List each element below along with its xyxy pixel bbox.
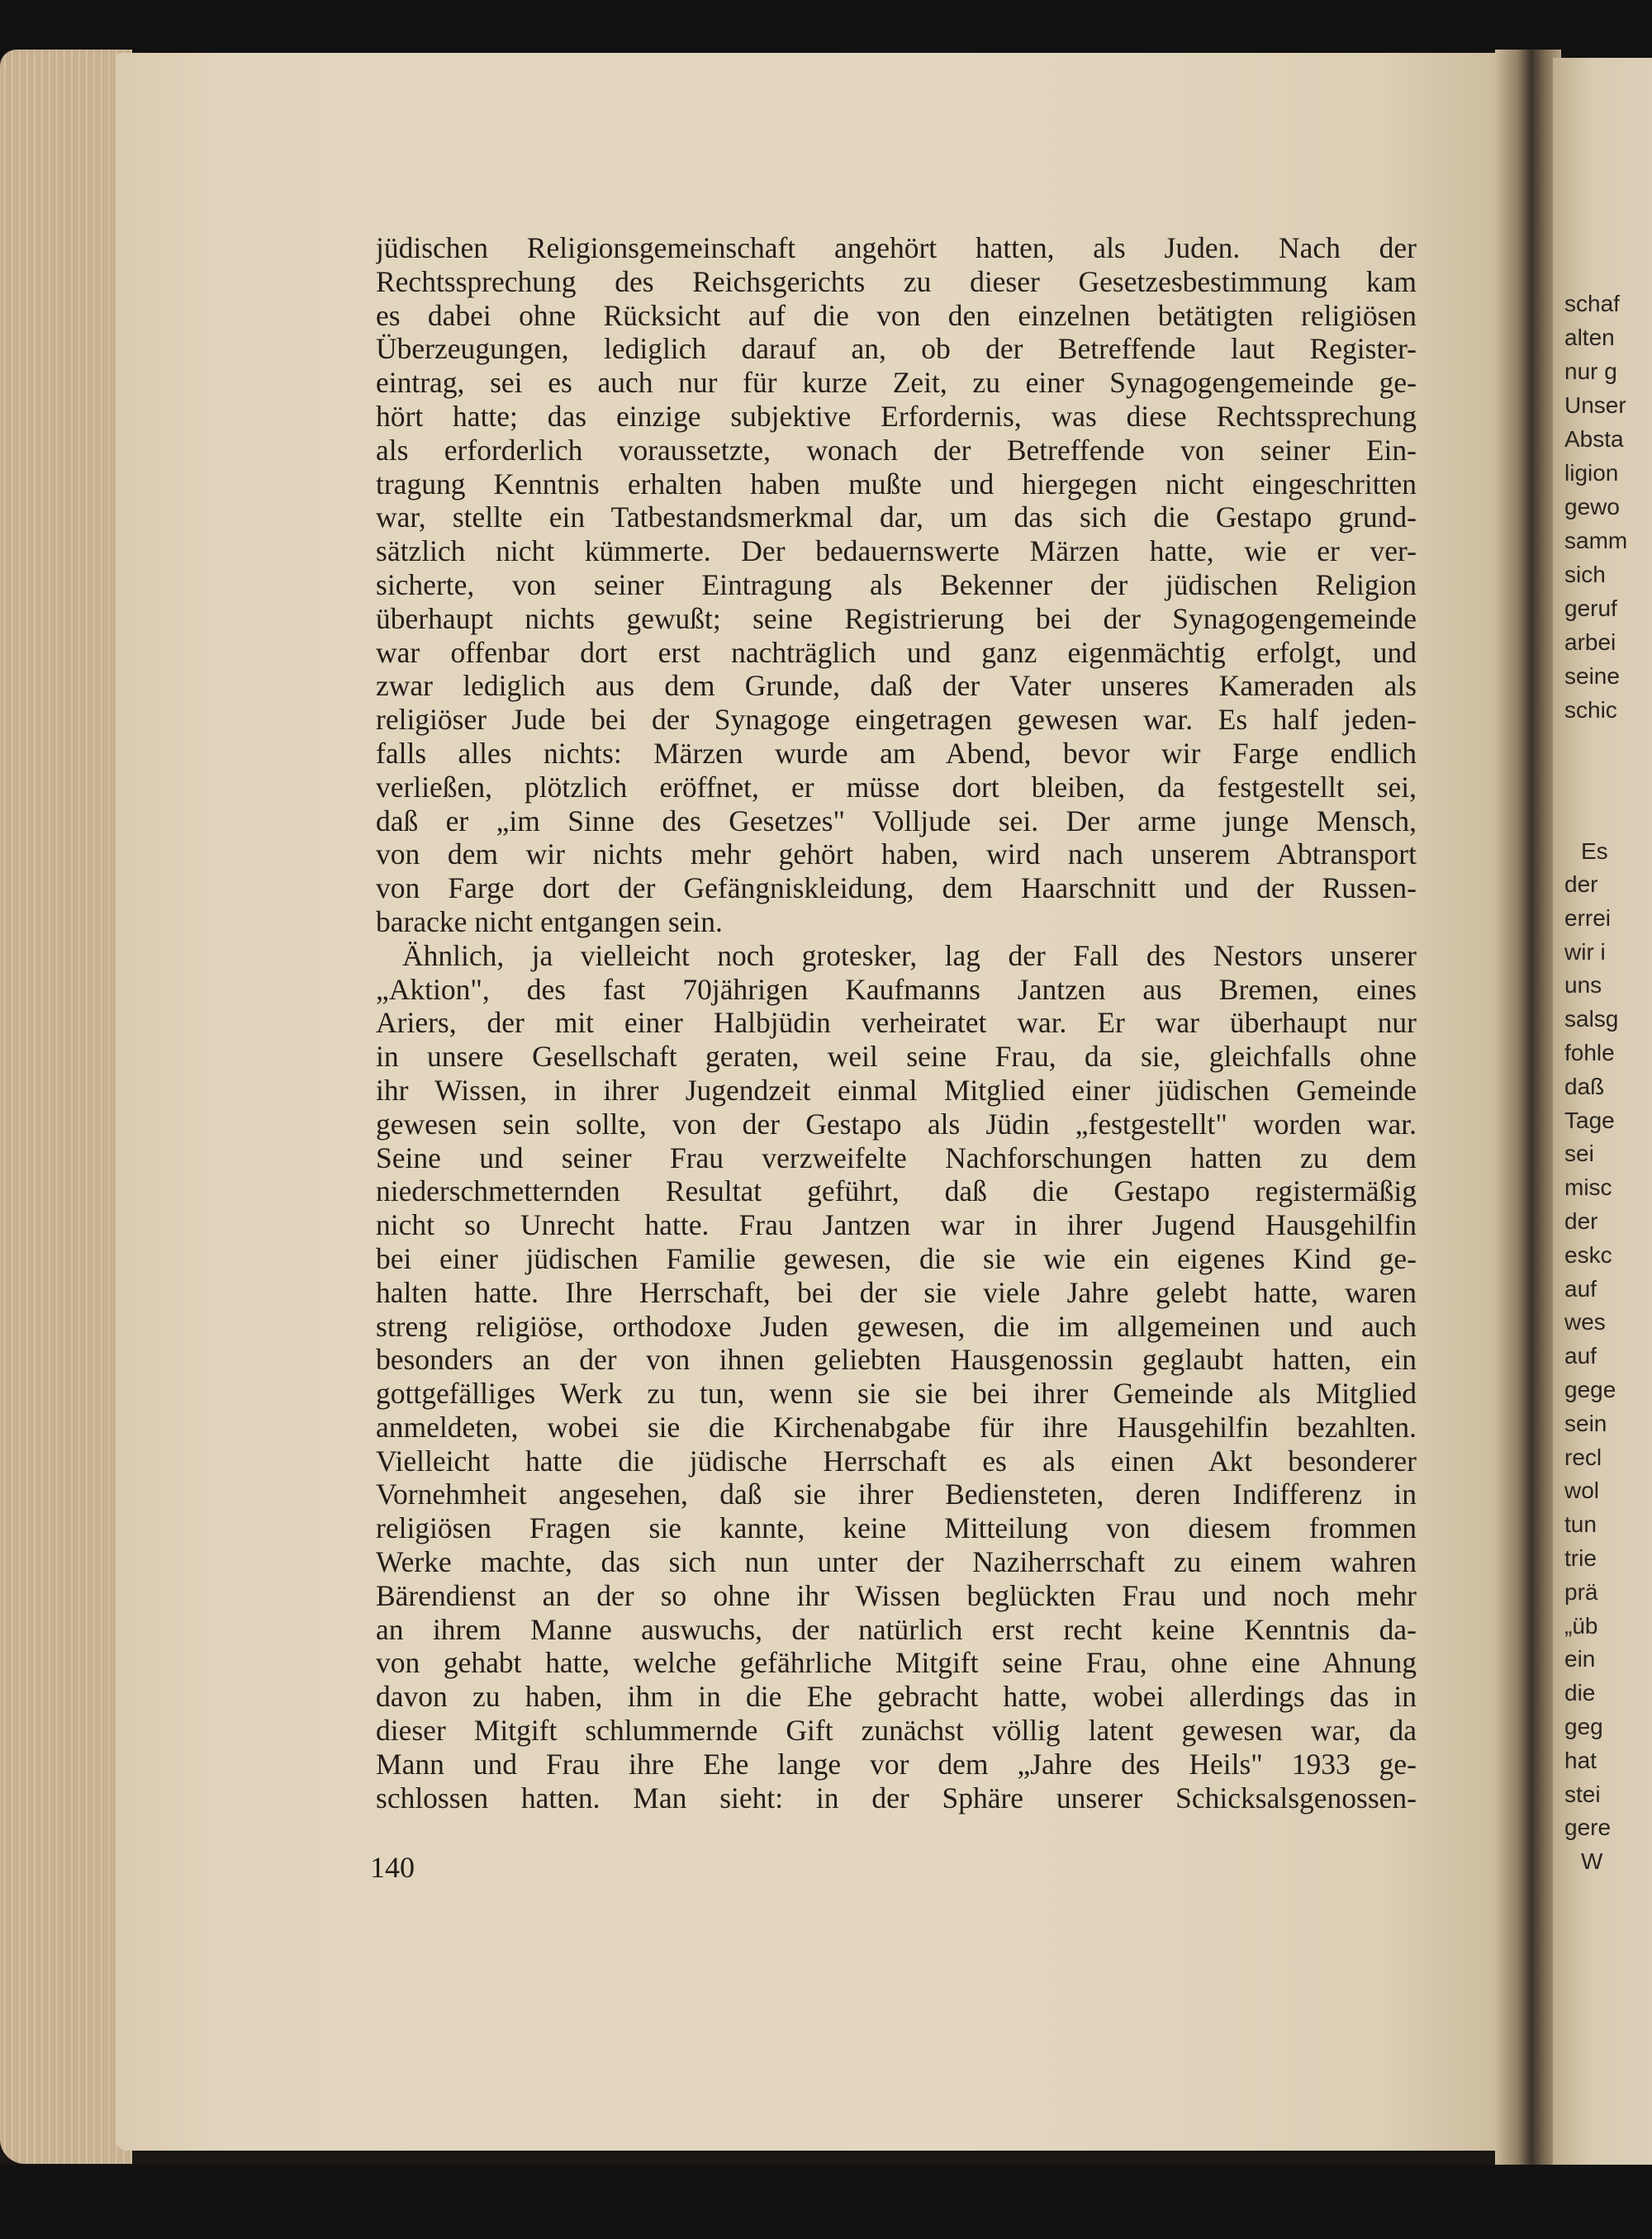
text-line: von dem wir nichts mehr gehört haben, wird nach unserem Abtransport bbox=[376, 837, 1417, 871]
text-line: hört hatte; das einzige subjektive Erfordernis, was diese Rechtssprechung bbox=[376, 399, 1417, 433]
text-line: „Aktion", des fast 70jährigen Kaufmanns Jantzen aus Bremen, eines bbox=[376, 972, 1417, 1006]
facing-page-fragment: auf bbox=[1564, 1343, 1597, 1369]
facing-page-fragment: W bbox=[1581, 1848, 1603, 1875]
text-line: in unsere Gesellschaft geraten, weil seine Frau, da sie, gleichfalls ohne bbox=[376, 1040, 1417, 1074]
text-line: anmeldeten, wobei sie die Kirchenabgabe für ihre Hausgehilfin bezahlten. bbox=[376, 1410, 1417, 1444]
text-line: war, stellte ein Tatbestandsmerkmal dar, um das sich die Gestapo grund- bbox=[376, 500, 1417, 534]
text-line: war offenbar dort erst nachträglich und ganz eigenmächtig erfolgt, und bbox=[376, 635, 1417, 669]
text-line: an ihrem Manne auswuchs, der natürlich erst recht keine Kenntnis da- bbox=[376, 1612, 1417, 1646]
facing-page-fragment: prä bbox=[1564, 1578, 1598, 1605]
facing-page-fragment: eskc bbox=[1564, 1241, 1612, 1268]
facing-page-fragment: Tage bbox=[1564, 1107, 1615, 1133]
facing-page-fragment: der bbox=[1564, 1208, 1598, 1234]
text-line: sätzlich nicht kümmerte. Der bedauernswerte Märzen hatte, wie er ver- bbox=[376, 534, 1417, 568]
facing-page-fragment: der bbox=[1564, 871, 1598, 897]
text-line: Ähnlich, ja vielleicht noch grotesker, lag der Fall des Nestors unserer bbox=[402, 938, 1417, 972]
page-number: 140 bbox=[370, 1851, 415, 1884]
text-line: daß er „im Sinne des Gesetzes" Volljude sei. Der arme junge Mensch, bbox=[376, 804, 1417, 837]
facing-page-fragment: Unser bbox=[1564, 392, 1626, 418]
facing-page-fragment: sich bbox=[1564, 562, 1606, 587]
text-line: Bärendienst an der so ohne ihr Wissen beglückten Frau und noch mehr bbox=[376, 1578, 1417, 1612]
facing-page-fragment: wol bbox=[1564, 1478, 1600, 1504]
text-line: verließen, plötzlich eröffnet, er müsse dort bleiben, da festgestellt sei, bbox=[376, 770, 1417, 804]
facing-page-fragment: recl bbox=[1564, 1444, 1602, 1470]
facing-page-fragment: geg bbox=[1564, 1714, 1603, 1739]
text-line: Rechtssprechung des Reichsgerichts zu dieser Gesetzesbestimmung kam bbox=[376, 264, 1417, 298]
text-line: überhaupt nichts gewußt; seine Registrierung bei der Synagogengemeinde bbox=[376, 601, 1417, 635]
text-line: Vornehmheit angesehen, daß sie ihrer Bediensteten, deren Indifferenz in bbox=[376, 1478, 1417, 1511]
facing-page-fragment: fohle bbox=[1564, 1040, 1615, 1065]
page-body-text bbox=[376, 231, 1417, 1814]
text-line: Seine und seiner Frau verzweifelte Nachforschungen hatten zu dem bbox=[376, 1141, 1417, 1174]
text-line: Überzeugungen, lediglich darauf an, ob der Betreffende laut Register- bbox=[376, 332, 1417, 366]
facing-page-fragment: die bbox=[1564, 1680, 1596, 1706]
text-line: Werke machte, das sich nun unter der Naziherrschaft zu einem wahren bbox=[376, 1545, 1417, 1579]
text-line: besonders an der von ihnen geliebten Hausgenossin geglaubt hatten, ein bbox=[376, 1343, 1417, 1377]
facing-page-fragment: gewo bbox=[1564, 494, 1620, 519]
facing-page-fragment: schic bbox=[1564, 697, 1617, 723]
facing-page-fragment: salsg bbox=[1564, 1006, 1619, 1032]
facing-page-fragment: misc bbox=[1564, 1174, 1612, 1201]
facing-page-fragment: hat bbox=[1564, 1747, 1597, 1773]
facing-page-fragment: gere bbox=[1564, 1814, 1612, 1841]
scan-background-bottom bbox=[0, 2165, 1652, 2239]
text-line: jüdischen Religionsgemeinschaft angehört hatten, als Juden. Nach der bbox=[376, 231, 1417, 264]
text-line: bei einer jüdischen Familie gewesen, die sie wie ein eigenes Kind ge- bbox=[376, 1241, 1417, 1275]
facing-page-fragment: gege bbox=[1564, 1377, 1616, 1402]
text-line: ihr Wissen, in ihrer Jugendzeit einmal Mitglied einer jüdischen Gemeinde bbox=[376, 1073, 1417, 1107]
text-line: es dabei ohne Rücksicht auf die von den einzelnen betätigten religiösen bbox=[376, 298, 1417, 332]
text-line: falls alles nichts: Märzen wurde am Abend, bevor wir Farge endlich bbox=[376, 736, 1417, 770]
facing-page-fragment: uns bbox=[1564, 972, 1602, 999]
text-line: davon zu haben, ihm in die Ehe gebracht hatte, wobei allerdings das in bbox=[376, 1680, 1417, 1714]
text-line: baracke nicht entgangen sein. bbox=[376, 904, 723, 938]
facing-page-fragment: stei bbox=[1564, 1781, 1601, 1807]
text-line: eintrag, sei es auch nur für kurze Zeit, zu einer Synagogengemeinde ge- bbox=[376, 366, 1417, 400]
text-line: tragung Kenntnis erhalten haben mußte und hiergegen nicht eingeschritten bbox=[376, 467, 1417, 500]
facing-page-fragment: schaf bbox=[1564, 291, 1620, 316]
text-line: niederschmetternden Resultat geführt, daß die Gestapo registermäßig bbox=[376, 1174, 1417, 1208]
book-gutter bbox=[1495, 50, 1561, 2172]
text-line: Vielleicht hatte die jüdische Herrschaft es als einen Akt besonderer bbox=[376, 1444, 1417, 1478]
facing-page-fragment: sein bbox=[1564, 1410, 1607, 1436]
text-line: dieser Mitgift schlummernde Gift zunächst völlig latent gewesen war, da bbox=[376, 1714, 1417, 1748]
scan-background-top bbox=[0, 0, 1652, 58]
text-line: Ariers, der mit einer Halbjüdin verheiratet war. Er war überhaupt nur bbox=[376, 1006, 1417, 1040]
facing-page-fragment: nur g bbox=[1564, 358, 1617, 384]
facing-page-fragment: alten bbox=[1564, 325, 1615, 350]
text-line: streng religiöse, orthodoxe Juden gewesen, die im allgemeinen und auch bbox=[376, 1309, 1417, 1343]
text-line: von gehabt hatte, welche gefährliche Mitgift seine Frau, ohne eine Ahnung bbox=[376, 1646, 1417, 1680]
facing-page-fragment: Absta bbox=[1564, 426, 1624, 452]
facing-page-fragment: trie bbox=[1564, 1545, 1597, 1571]
book-page-edges bbox=[0, 50, 132, 2164]
text-line: Mann und Frau ihre Ehe lange vor dem „Jahre des Heils" 1933 ge- bbox=[376, 1747, 1417, 1781]
text-line: zwar lediglich aus dem Grunde, daß der Vater unseres Kameraden als bbox=[376, 669, 1417, 703]
facing-page-fragment: daß bbox=[1564, 1073, 1605, 1099]
facing-page-fragment: seine bbox=[1564, 663, 1620, 689]
facing-page-fragment: arbei bbox=[1564, 629, 1616, 655]
text-line: gottgefälliges Werk zu tun, wenn sie sie bei ihrer Gemeinde als Mitglied bbox=[376, 1377, 1417, 1411]
text-line: von Farge dort der Gefängniskleidung, dem Haarschnitt und der Russen- bbox=[376, 871, 1417, 905]
facing-page-fragment: Es bbox=[1581, 838, 1608, 864]
facing-page-fragment: wir i bbox=[1564, 938, 1606, 965]
facing-page-fragment: ligion bbox=[1564, 460, 1619, 486]
text-line: nicht so Unrecht hatte. Frau Jantzen war in ihrer Jugend Hausgehilfin bbox=[376, 1208, 1417, 1242]
text-line: religiösen Fragen sie kannte, keine Mitteilung von diesem frommen bbox=[376, 1511, 1417, 1545]
facing-page-fragment: „üb bbox=[1564, 1612, 1598, 1639]
facing-page-fragment: geruf bbox=[1564, 595, 1617, 621]
facing-page-fragment: tun bbox=[1564, 1511, 1597, 1538]
facing-page-fragment: errei bbox=[1564, 904, 1612, 931]
text-line: als erforderlich voraussetzte, wonach der Betreffende von seiner Ein- bbox=[376, 433, 1417, 467]
facing-page-fragment: sei bbox=[1564, 1141, 1594, 1167]
facing-page-fragment: samm bbox=[1564, 528, 1628, 553]
text-line: gewesen sein sollte, von der Gestapo als Jüdin „festgestellt" worden war. bbox=[376, 1107, 1417, 1141]
text-line: schlossen hatten. Man sieht: in der Sphäre unserer Schicksalsgenossen- bbox=[376, 1781, 1417, 1814]
facing-page-text-column bbox=[1553, 58, 1652, 2172]
text-line: halten hatte. Ihre Herrschaft, bei der sie viele Jahre gelebt hatte, waren bbox=[376, 1275, 1417, 1309]
book-page-right bbox=[1553, 58, 1652, 2172]
text-line: sicherte, von seiner Eintragung als Bekenner der jüdischen Religion bbox=[376, 567, 1417, 601]
facing-page-fragment: ein bbox=[1564, 1646, 1596, 1672]
text-line: religiöser Jude bei der Synagoge eingetragen gewesen war. Es half jeden- bbox=[376, 703, 1417, 737]
facing-page-fragment: wes bbox=[1564, 1309, 1606, 1335]
facing-page-fragment: auf bbox=[1564, 1275, 1597, 1302]
